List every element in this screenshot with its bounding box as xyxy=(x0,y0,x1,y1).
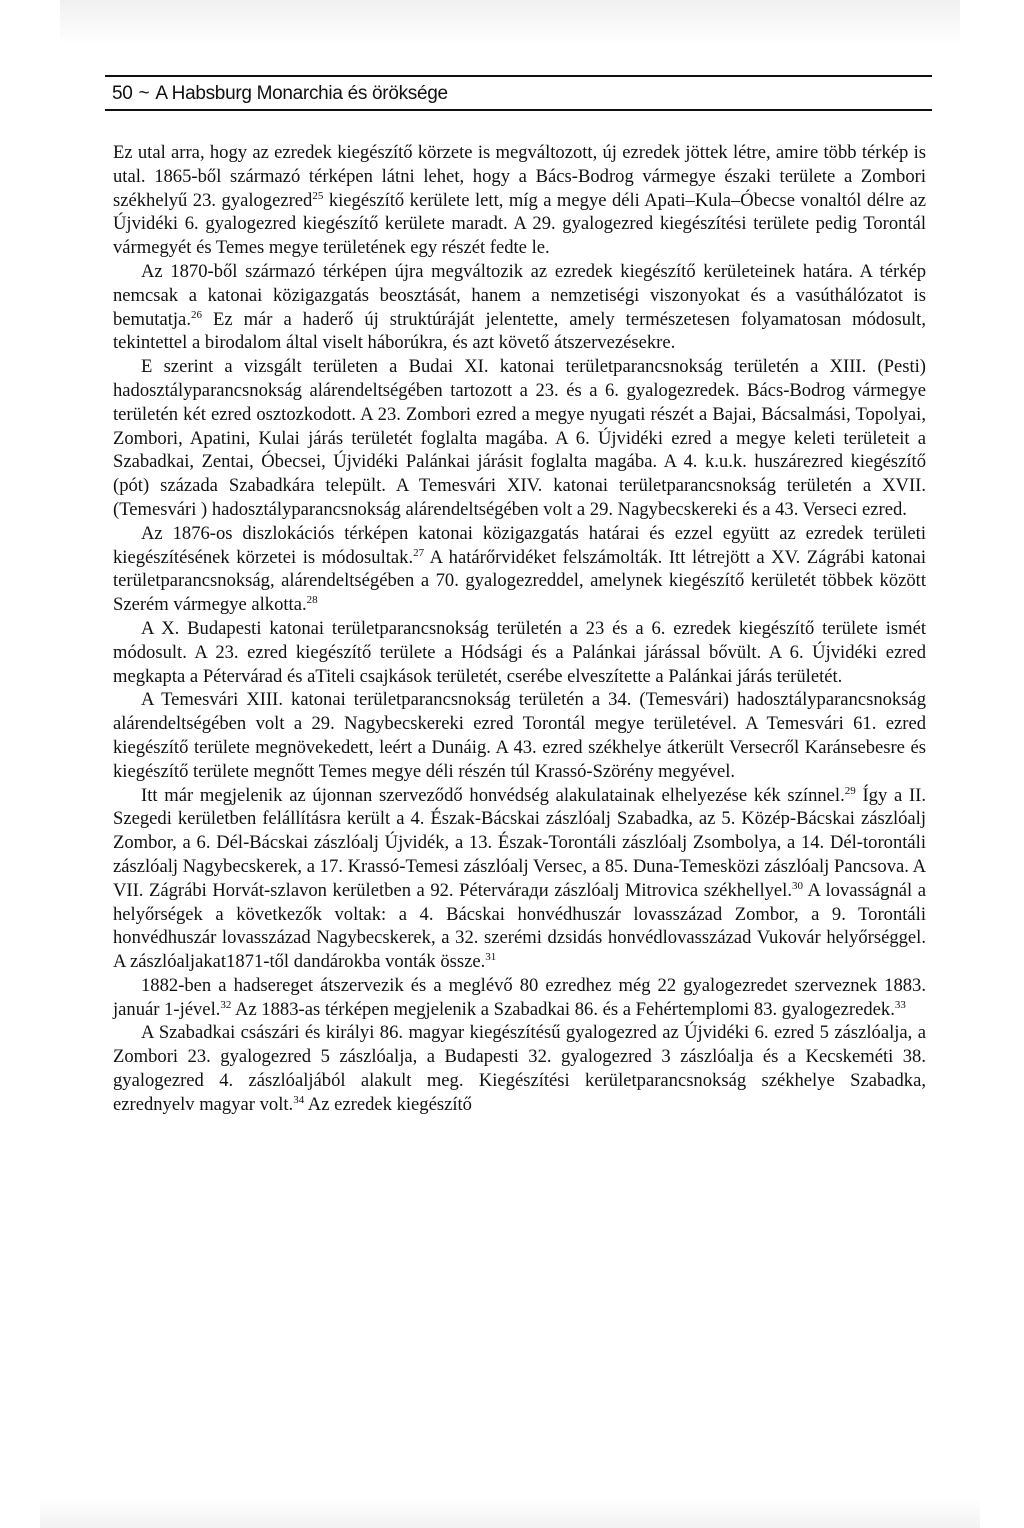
footnote-ref: 31 xyxy=(485,951,497,964)
paragraph-4 xyxy=(113,522,926,617)
paragraph-text: Ez már a haderő új struktúráját jelentette, amely természetesen folyamatosan módosult, tekintettel a birodalom által viselt háborúkra, és azt követő átszervezésekre. xyxy=(113,308,926,354)
footnote-ref: 32 xyxy=(220,998,232,1011)
paragraph-9 xyxy=(113,1021,926,1116)
footnote-ref: 28 xyxy=(306,594,318,607)
paragraph-text: Így a II. Szegedi kerületben felállításra került a 4. Észak-Bácskai zászlóalj Szabadka, az 5. Közép-Bácskai zászlóalj Zombor, a 6. Dél-Bácskai zászlóalj Újvidék, a 13. Észak-Torontáli zászlóalj Zsombolya, a 14. Dél-torontáli zászlóalj Nagybecskerek, a 17. Krassó-Temesi zászlóalj Versec, a 85. Duna-Temesközi zászlóalj Pancsova. A VII. Zágrábi Horvát-szlavon kerületben a 92. Pétervárади zászlóalj Mitrovica székhellyel. xyxy=(113,784,926,901)
scan-shadow-bottom xyxy=(40,1498,980,1528)
running-head xyxy=(112,83,448,105)
paragraph-text: Az 1870-ből származó térképen újra megváltozik az ezredek kiegészítő kerületeinek határa. A térkép nemcsak a katonai közigazgatás beosztását, hanem a nemzetiségi viszonyokat és a vasúthálózatot is bemutatja. xyxy=(113,260,926,330)
paragraph-text: Itt már megjelenik az újonnan szerveződő honvédség alakulatainak elhelyezése kék színnel. xyxy=(141,784,845,806)
paragraph-text: kiegészítő kerülete lett, míg a megye déli Apati–Kula–Óbecse vonaltól délre az Újvidéki 6. gyalogezred kiegészítő kerülete maradt. A 29. gyalogezred kiegészítési területe pedig Torontál vármegyét és Temes megye területének egy részét fedte le. xyxy=(113,189,926,259)
body-text xyxy=(113,141,926,1117)
paragraph-text: A lovasságnál a helyőrségek a következők voltak: a 4. Bácskai honvédhuszár lovasszázad Zombor, a 9. Torontáli honvédhuszár lovasszázad Nagybecskerek, a 32. szerémi dzsidás honvédlovasszázad Vukovár helyőrséggel. A zászlóaljakat1871-től dandárokba vonták össze. xyxy=(113,879,926,973)
paragraph-5 xyxy=(113,617,926,688)
paragraph-7 xyxy=(113,784,926,974)
footnote-ref: 27 xyxy=(413,546,425,559)
header-separator: ~ xyxy=(138,83,150,104)
paragraph-text: Az 1876-os diszlokációs térképen katonai közigazgatás határai és ezzel együtt az ezredek területi kiegészítésének körzetei is módosultak. xyxy=(113,522,926,568)
paragraph-text: 1882-ben a hadsereget átszervezik és a meglévő 80 ezredhez még 22 gyalogezredet szerveznek 1883. január 1-jével. xyxy=(113,974,926,1020)
footnote-ref: 33 xyxy=(894,998,906,1011)
paragraph-text: A X. Budapesti katonai területparancsnokság területén a 23 és a 6. ezredek kiegészítő területe ismét módosult. A 23. ezred kiegészítő területe a Hódsági és a Palánkai járással bővült. A 6. Újvidéki ezred megkapta a Pétervárad és aTiteli csajkások területét, cserébe elveszítette a Palánkai járás területét. xyxy=(113,617,926,687)
paragraph-2 xyxy=(113,260,926,355)
footnote-ref: 26 xyxy=(190,308,202,321)
footnote-ref: 29 xyxy=(844,784,856,797)
paragraph-8 xyxy=(113,974,926,1022)
paragraph-text: A határőrvidéket felszámolták. Itt létrejött a XV. Zágrábi katonai területparancsnokság, alárendeltségében a 70. gyalogezreddel, amelynek kiegészítő kerületét többek között Szerém vármegye alkotta. xyxy=(113,546,926,616)
header-rule-bottom xyxy=(105,109,932,111)
footnote-ref: 34 xyxy=(293,1093,305,1106)
running-title: A Habsburg Monarchia és öröksége xyxy=(155,83,448,104)
scan-shadow-top xyxy=(60,0,960,45)
page-number: 50 xyxy=(112,83,133,104)
paragraph-text: Ez utal arra, hogy az ezredek kiegészítő körzete is megváltozott, új ezredek jöttek létre, amire több térkép is utal. 1865-ből származó térképen látni lehet, hogy a Bács-Bodrog vármegye északi területe a Zombori székhelyű 23. gyalogezred xyxy=(113,142,926,211)
paragraph-text: E szerint a vizsgált területen a Budai XI. katonai területparancsnokság területén a XIII. (Pesti) hadosztályparancsnokság alárendeltségében tartozott a 23. és a 6. gyalogezredek. Bács-Bodrog vármegye területén két ezred osztozkodott. A 23. Zombori ezred a megye nyugati részét a Bajai, Bácsalmási, Topolyai, Zombori, Apatini, Kulai járás területét foglalta magába. A 6. Újvidéki ezred a megye keleti területeit a Szabadkai, Zentai, Óbecsei, Újvidéki Palánkai járásit foglalta magába. A 4. k.u.k. huszárezred kiegészítő (pót) százada Szabadkára települt. A Temesvári XIV. katonai területparancsnokság területén a XVII. (Temesvári ) hadosztályparancsnokság alárendeltségében volt a 29. Nagybecskereki és a 43. Verseci ezred. xyxy=(113,356,926,520)
paragraph-text: A Temesvári XIII. katonai területparancsnokság területén a 34. (Temesvári) hadosztályparancsnokság alárendeltségében volt a 29. Nagybecskereki ezred Torontál megye területével. A Temesvári 61. ezred kiegészítő területe megnövekedett, leért a Dunáig. A 43. ezred székhelye átkerült Versecről Karánsebesre és kiegészítő területe megnőtt Temes megye déli részén túl Krassó-Szörény megyével. xyxy=(113,689,926,782)
paragraph-text: A Szabadkai császári és királyi 86. magyar kiegészítésű gyalogezred az Újvidéki 6. ezred 5 zászlóalja, a Zombori 23. gyalogezred 5 zászlóalja, a Budapesti 32. gyalogezred 3 zászlóalja és a Kecskeméti 38. gyalogezred 4. zászlóaljából alakult meg. Kiegészítési kerületparancsnokság székhelye Szabadka, ezrednyelv magyar volt. xyxy=(113,1022,926,1115)
paragraph-3 xyxy=(113,355,926,522)
paragraph-text: Az 1883-as térképen megjelenik a Szabadkai 86. és a Fehértemplomi 83. gyalogezredek. xyxy=(231,998,895,1020)
paragraph-text: Az ezredek kiegészítő xyxy=(304,1093,472,1115)
footnote-ref: 25 xyxy=(312,189,324,202)
header-rule-top xyxy=(105,75,932,77)
paragraph-6 xyxy=(113,688,926,783)
paragraph-1 xyxy=(113,141,926,260)
footnote-ref: 30 xyxy=(791,879,803,892)
